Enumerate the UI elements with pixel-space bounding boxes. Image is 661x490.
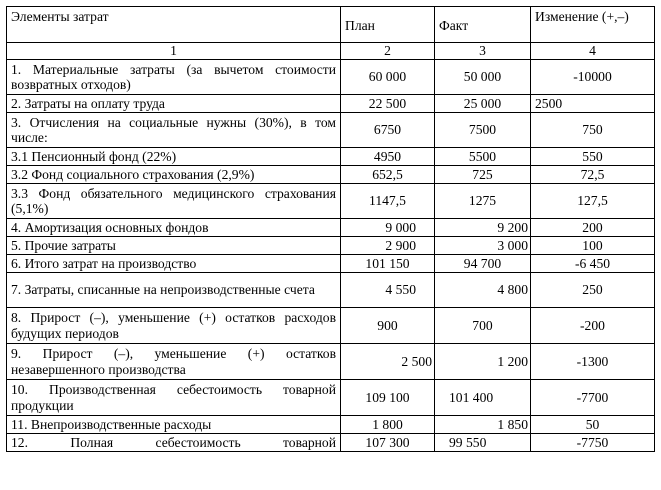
row-change: 200: [531, 218, 655, 236]
row-name: 3.1 Пенсионный фонд (22%): [7, 147, 341, 165]
table-row: [7, 343, 655, 379]
column-number-1: 1: [7, 43, 341, 60]
row-name: 2. Затраты на оплату труда: [7, 94, 341, 112]
header-cost-elements: Элементы затрат: [7, 7, 341, 43]
table-row: [7, 147, 655, 165]
row-name: 3. Отчисления на социальные нужны (30%), в том числе:: [7, 112, 341, 147]
row-fact: 101 400: [435, 379, 531, 415]
table-row: [7, 112, 655, 147]
row-change: -7700: [531, 379, 655, 415]
row-fact: 1 850: [435, 415, 531, 433]
row-plan: 900: [341, 307, 435, 343]
row-name: 8. Прирост (–), уменьшение (+) остатков расходов будущих периодов: [7, 307, 341, 343]
row-plan: 107 300: [341, 433, 435, 451]
column-number-4: 4: [531, 43, 655, 60]
row-fact: 7500: [435, 112, 531, 147]
row-plan: 109 100: [341, 379, 435, 415]
table-row: [7, 183, 655, 218]
row-change: -1300: [531, 343, 655, 379]
table-row: [7, 433, 655, 451]
row-fact: 50 000: [435, 59, 531, 94]
row-change: 750: [531, 112, 655, 147]
row-change: 550: [531, 147, 655, 165]
table-row: [7, 218, 655, 236]
row-change: 250: [531, 272, 655, 307]
column-number-row: [7, 43, 655, 60]
row-plan: 4950: [341, 147, 435, 165]
row-plan: 6750: [341, 112, 435, 147]
column-number-3: 3: [435, 43, 531, 60]
row-plan: 22 500: [341, 94, 435, 112]
cost-table-container: [6, 6, 655, 452]
row-change: -7750: [531, 433, 655, 451]
table-row: [7, 254, 655, 272]
table-row: [7, 94, 655, 112]
table-row: [7, 272, 655, 307]
column-number-2: 2: [341, 43, 435, 60]
row-change: -6 450: [531, 254, 655, 272]
row-plan: 4 550: [341, 272, 435, 307]
table-row: [7, 165, 655, 183]
cost-elements-table: [6, 6, 655, 452]
row-change: -200: [531, 307, 655, 343]
row-change: 72,5: [531, 165, 655, 183]
table-row: [7, 415, 655, 433]
row-plan: 652,5: [341, 165, 435, 183]
row-plan: 9 000: [341, 218, 435, 236]
row-fact: 725: [435, 165, 531, 183]
row-name: 12. Полная себестоимость товарной: [7, 433, 341, 451]
row-name: 1. Материальные затраты (за вычетом стоимости возвратных отходов): [7, 59, 341, 94]
row-plan: 2 500: [341, 343, 435, 379]
row-fact: 25 000: [435, 94, 531, 112]
row-plan: 1 800: [341, 415, 435, 433]
header-plan: План: [341, 7, 435, 43]
row-name: 4. Амортизация основных фондов: [7, 218, 341, 236]
row-change: 50: [531, 415, 655, 433]
row-change: 2500: [531, 94, 655, 112]
row-change: -10000: [531, 59, 655, 94]
header-fact: Факт: [435, 7, 531, 43]
row-fact: 94 700: [435, 254, 531, 272]
row-plan: 2 900: [341, 236, 435, 254]
table-row: [7, 59, 655, 94]
table-row: [7, 236, 655, 254]
row-name: 7. Затраты, списанные на непроизводственные счета: [7, 272, 341, 307]
row-plan: 1147,5: [341, 183, 435, 218]
row-plan: 101 150: [341, 254, 435, 272]
row-plan: 60 000: [341, 59, 435, 94]
row-name: 3.2 Фонд социального страхования (2,9%): [7, 165, 341, 183]
row-fact: 9 200: [435, 218, 531, 236]
row-name: 3.3 Фонд обязательного медицинского страхования (5,1%): [7, 183, 341, 218]
row-fact: 3 000: [435, 236, 531, 254]
row-name: 11. Внепроизводственные расходы: [7, 415, 341, 433]
table-row: [7, 379, 655, 415]
row-name: 5. Прочие затраты: [7, 236, 341, 254]
header-change: Изменение (+,–): [531, 7, 655, 43]
row-fact: 4 800: [435, 272, 531, 307]
row-fact: 1 200: [435, 343, 531, 379]
row-name: 9. Прирост (–), уменьшение (+) остатков незавершенного производства: [7, 343, 341, 379]
row-name: 10. Производственная себестоимость товарной продукции: [7, 379, 341, 415]
row-fact: 1275: [435, 183, 531, 218]
row-fact: 5500: [435, 147, 531, 165]
table-header-row: [7, 7, 655, 43]
row-change: 100: [531, 236, 655, 254]
row-fact: 700: [435, 307, 531, 343]
row-fact: 99 550: [435, 433, 531, 451]
row-change: 127,5: [531, 183, 655, 218]
table-row: [7, 307, 655, 343]
row-name: 6. Итого затрат на производство: [7, 254, 341, 272]
